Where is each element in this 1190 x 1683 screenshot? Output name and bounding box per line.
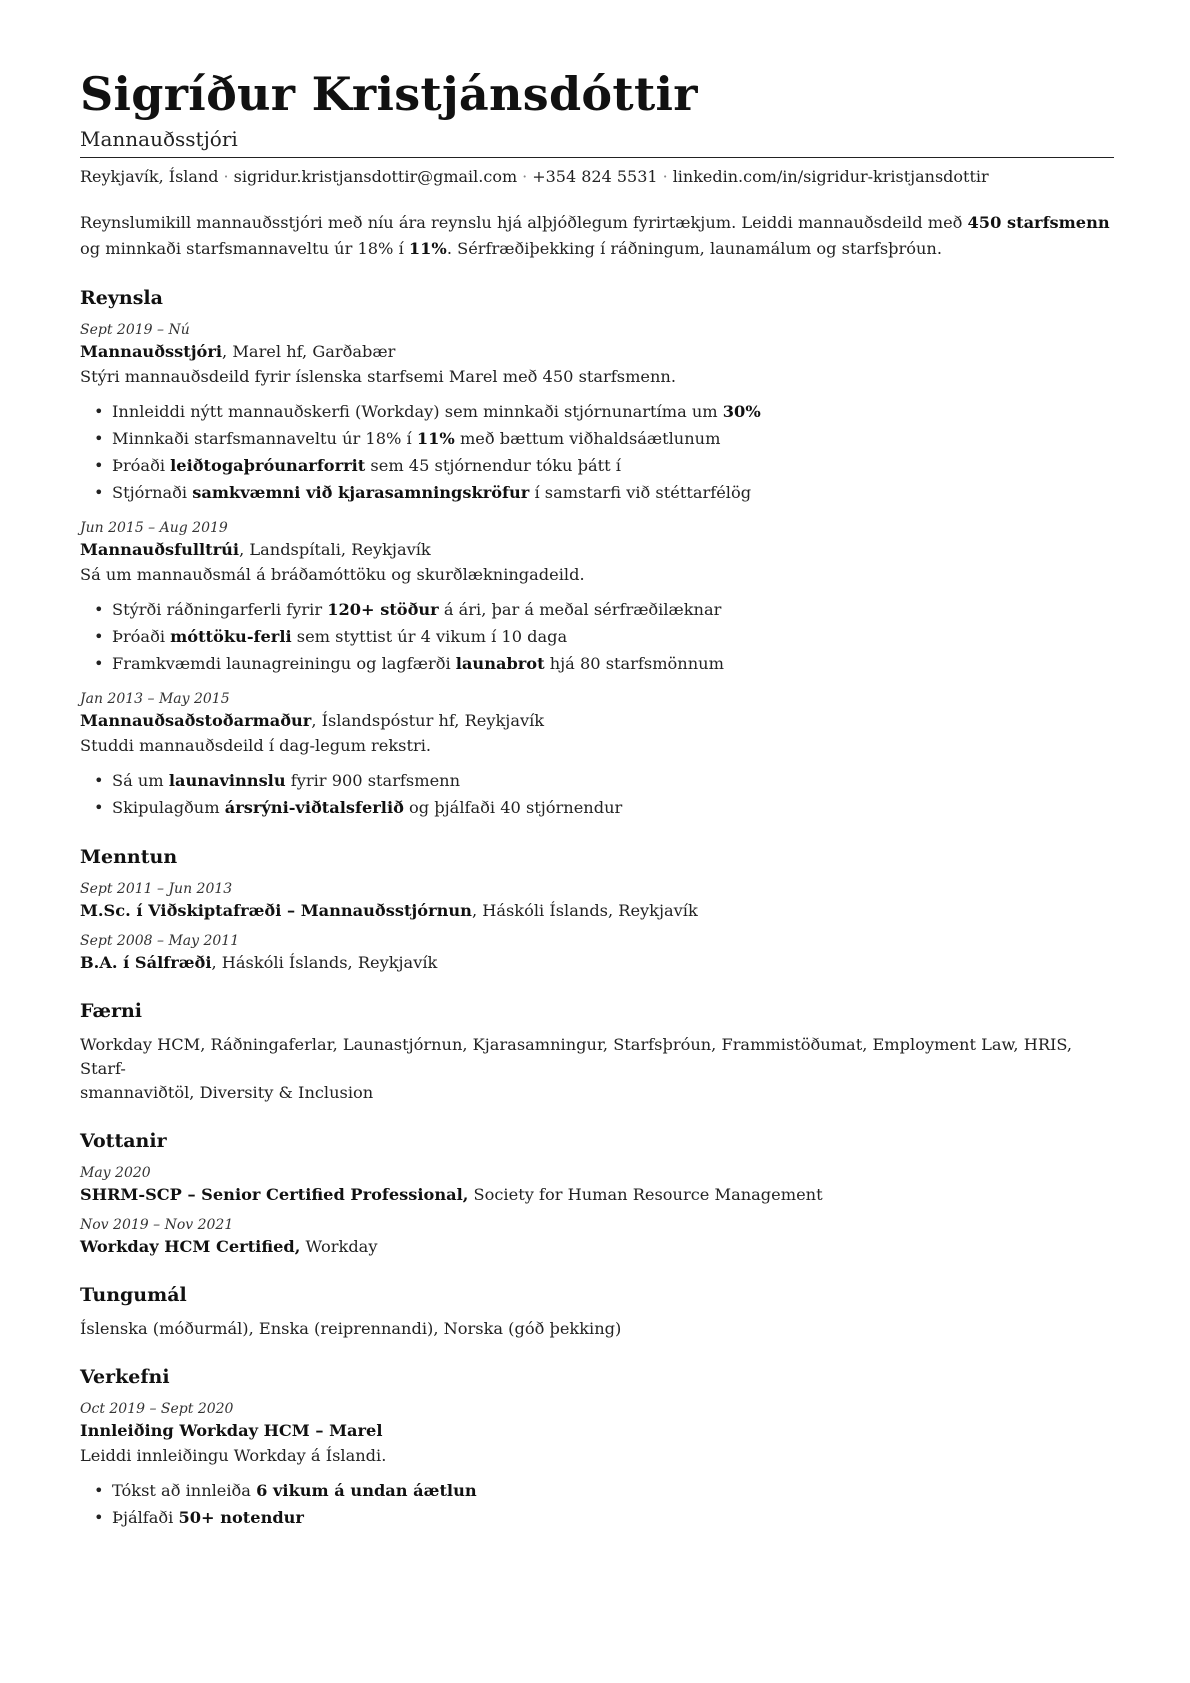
contact-separator: · [522,167,528,186]
bullet-item [94,1504,1114,1531]
bullet-item [94,596,1114,623]
header-divider [80,157,1114,158]
summary-highlight: 450 starfsmenn [967,213,1110,232]
bullet-text: Innleiddi nýtt mannauðskerfi (Workday) sem minnkaði stjórnunartíma um [112,402,723,421]
bullet-item [94,767,1114,794]
certification-org: Society for Human Resource Management [468,1185,823,1204]
experience-entry [80,320,1114,506]
bullet-highlight: 30% [722,402,761,421]
section-title-projects: Verkefni [80,1366,170,1388]
bullet-highlight: samkvæmni við kjarasamningskröfur [192,483,530,502]
contact-phone[interactable]: +354 824 5531 [532,167,658,186]
summary-text: . Sérfræðiþekking í ráðningum, launamálum og starfsþróun. [446,239,943,258]
skills-line: Workday HCM, Ráðningaferlar, Launastjórnun, Kjarasamningur, Starfsþróun, Frammistöðumat, Employment Law, HRIS, Starf- [80,1035,1073,1078]
bullet-item [94,479,1114,506]
bullet-text: Stjórnaði [112,483,193,502]
bullet-highlight: móttöku-ferli [170,627,292,646]
entry-description: Sá um mannauðsmál á bráðamóttöku og skurðlækningadeild. [80,565,585,584]
bullet-text: hjá 80 starfsmönnum [544,654,724,673]
bullet-text: fyrir 900 starfsmenn [285,771,461,790]
degree-title: M.Sc. í Viðskiptafræði – Mannauðsstjórnun [80,901,472,920]
certification-line [80,1183,1114,1207]
entry-bullets [80,767,1114,821]
bullet-item [94,794,1114,821]
bullet-text: með bættum viðhaldsáætlunum [454,429,721,448]
education-entry [80,879,1114,923]
summary-highlight: 11% [408,239,447,258]
section-title-skills: Færni [80,1000,143,1022]
contact-location: Reykjavík, Ísland [80,167,219,186]
certification-name: Workday HCM Certified, [80,1237,301,1256]
role-org: , Íslandspóstur hf, Reykjavík [311,711,545,730]
degree-org: , Háskóli Íslands, Reykjavík [211,953,438,972]
role-title: Mannauðsfulltrúi [80,540,240,559]
certification-entry [80,1163,1114,1207]
degree-org: , Háskóli Íslands, Reykjavík [471,901,698,920]
bullet-text: sem styttist úr 4 vikum í 10 daga [291,627,568,646]
entry-bullets [80,1477,1114,1531]
entry-date: Sept 2011 – Jun 2013 [80,881,233,897]
bullet-text: í samstarfi við stéttarfélög [529,483,752,502]
bullet-highlight: 11% [416,429,455,448]
entry-role [80,709,1114,733]
bullet-highlight: 6 vikum á undan áætlun [256,1481,477,1500]
contact-email[interactable]: sigridur.kristjansdottir@gmail.com [233,167,518,186]
bullet-text: sem 45 stjórnendur tóku þátt í [365,456,621,475]
section-title-education: Menntun [80,846,178,868]
entry-date: Oct 2019 – Sept 2020 [80,1401,234,1417]
entry-bullets [80,398,1114,506]
entry-degree [80,899,1114,923]
certification-entry [80,1215,1114,1259]
project-name [80,1419,1114,1443]
entry-date: Sept 2019 – Nú [80,322,190,338]
summary-text: og minnkaði starfsmannaveltu úr 18% í [80,239,409,258]
bullet-item [94,1477,1114,1504]
role-org: , Landspítali, Reykjavík [239,540,431,559]
entry-role [80,340,1114,364]
role-org: , Marel hf, Garðabær [222,342,396,361]
role-title: Mannauðsaðstoðarmaður [80,711,312,730]
certification-org: Workday [300,1237,378,1256]
certification-line [80,1235,1114,1259]
languages-list: Íslenska (móðurmál), Enska (reiprennandi), Norska (góð þekking) [80,1319,622,1338]
summary-text: Reynslumikill mannauðsstjóri með níu ára reynslu hjá alþjóðlegum fyrirtækjum. Leiddi mannauðsdeild með [80,213,968,232]
bullet-text: Tókst að innleiða [112,1481,257,1500]
job-title: Mannauðsstjóri [80,127,238,151]
bullet-highlight: launabrot [455,654,545,673]
entry-role [80,538,1114,562]
role-title: Mannauðsstjóri [80,342,223,361]
bullet-text: á ári, þar á meðal sérfræðilæknar [438,600,722,619]
entry-date: Nov 2019 – Nov 2021 [80,1217,234,1233]
bullet-text: Þróaði [112,627,171,646]
degree-title: B.A. í Sálfræði [80,953,212,972]
contact-line [80,166,1114,188]
entry-date: May 2020 [80,1165,151,1181]
entry-date: Jan 2013 – May 2015 [80,691,230,707]
contact-separator: · [223,167,229,186]
bullet-item [94,650,1114,677]
bullet-text: Þróaði [112,456,171,475]
entry-bullets [80,596,1114,677]
entry-description: Studdi mannauðsdeild í dag-legum rekstri. [80,736,432,755]
project-title: Innleiðing Workday HCM – Marel [80,1421,383,1440]
entry-date: Jun 2015 – Aug 2019 [80,520,228,536]
bullet-highlight: leiðtogaþróunarforrit [170,456,366,475]
entry-date: Sept 2008 – May 2011 [80,933,240,949]
summary [80,210,1114,262]
bullet-item [94,425,1114,452]
certification-name: SHRM-SCP – Senior Certified Professional, [80,1185,469,1204]
candidate-name: Sigríður Kristjánsdóttir [80,67,698,121]
bullet-highlight: launavinnslu [168,771,286,790]
entry-degree [80,951,1114,975]
entry-description: Stýri mannauðsdeild fyrir íslenska starfsemi Marel með 450 starfsmenn. [80,367,677,386]
bullet-text: og þjálfaði 40 stjórnendur [403,798,623,817]
entry-description: Leiddi innleiðingu Workday á Íslandi. [80,1446,387,1465]
bullet-text: Stýrði ráðningarferli fyrir [112,600,328,619]
bullet-highlight: 50+ notendur [178,1508,304,1527]
section-title-languages: Tungumál [80,1284,187,1306]
experience-entry [80,689,1114,821]
bullet-text: Framkvæmdi launagreiningu og lagfærði [112,654,456,673]
skills-line: smannaviðtöl, Diversity & Inclusion [80,1083,374,1102]
bullet-text: Skipulagðum [112,798,225,817]
bullet-text: Sá um [112,771,169,790]
contact-linkedin[interactable]: linkedin.com/in/sigridur-kristjansdottir [672,167,989,186]
skills-list [80,1033,1114,1105]
project-entry [80,1399,1114,1531]
section-title-experience: Reynsla [80,287,163,309]
bullet-text: Minnkaði starfsmannaveltu úr 18% í [112,429,417,448]
experience-entry [80,518,1114,677]
contact-separator: · [662,167,668,186]
bullet-item [94,452,1114,479]
bullet-text: Þjálfaði [112,1508,179,1527]
bullet-highlight: ársrýni-viðtalsferlið [224,798,404,817]
bullet-item [94,398,1114,425]
section-title-certifications: Vottanir [80,1130,167,1152]
bullet-item [94,623,1114,650]
education-entry [80,931,1114,975]
bullet-highlight: 120+ stöður [327,600,439,619]
